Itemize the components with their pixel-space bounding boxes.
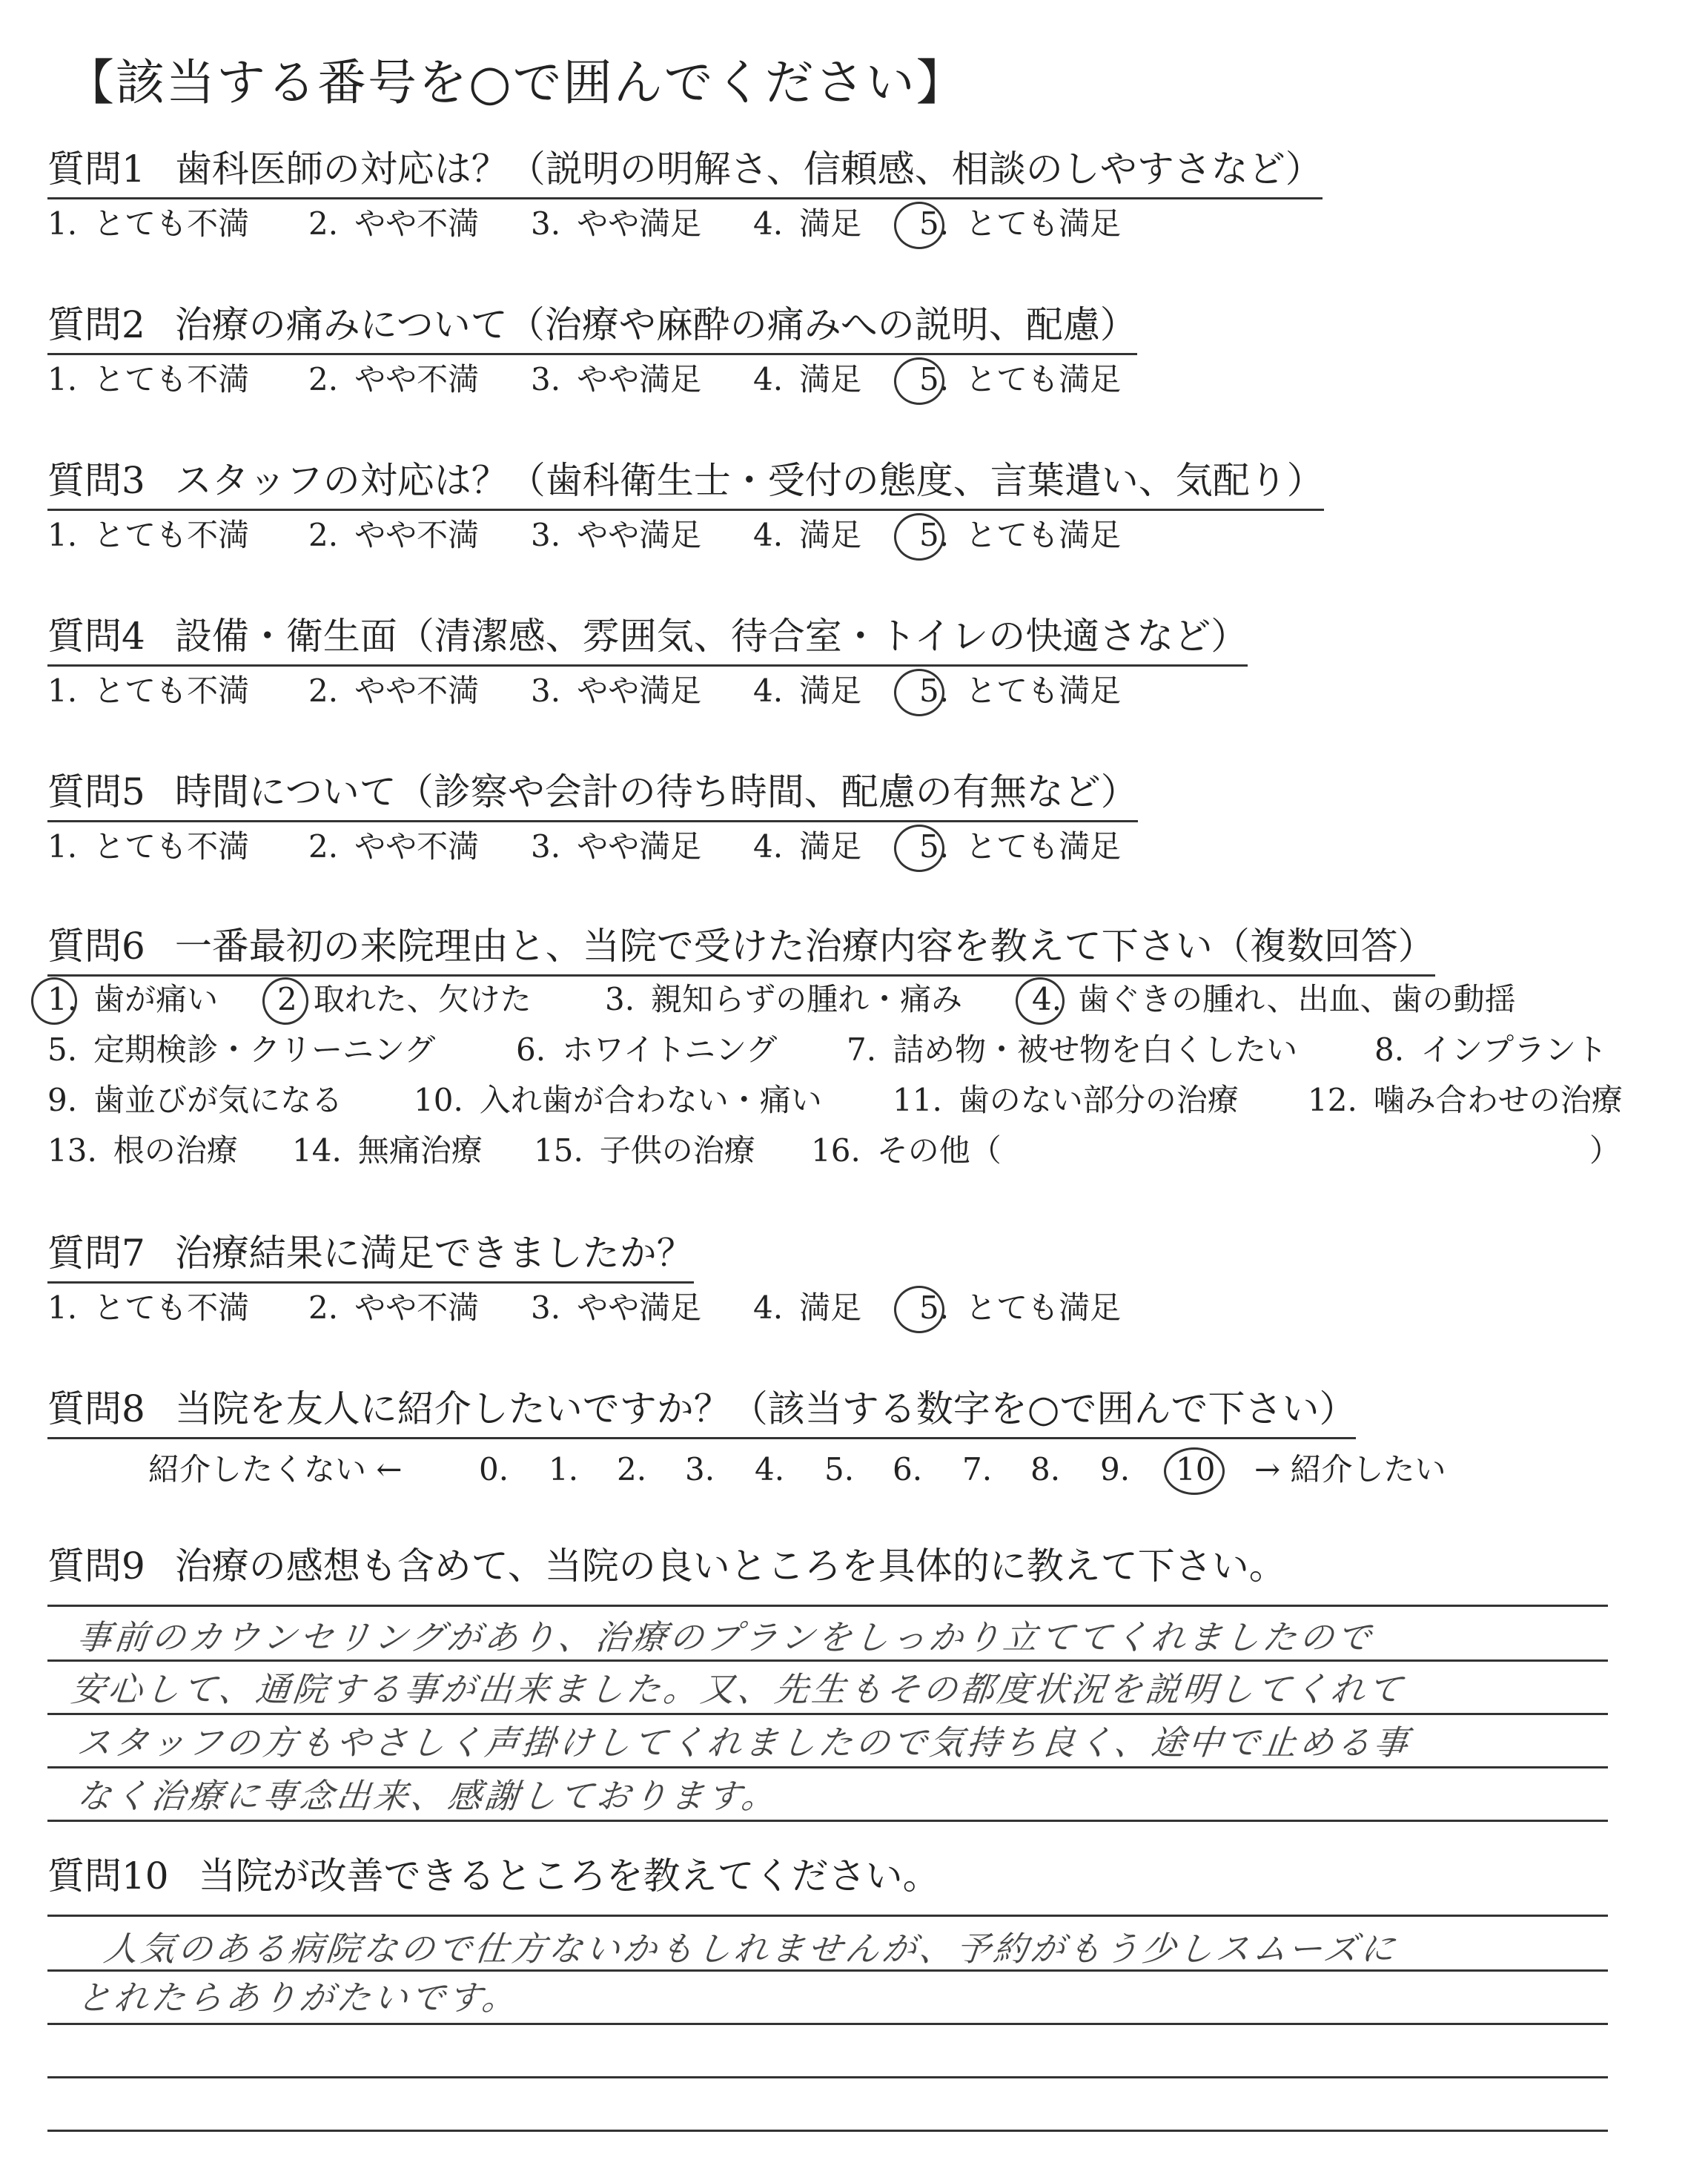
question-4-title: [47, 612, 1248, 667]
answer-line: [47, 1605, 1608, 1607]
option-3[interactable]: 3. やや満足: [531, 205, 702, 242]
q9-answer-line-3: スタッフの方もやさしく声掛けしてくれましたので気持ち良く、途中で止める事: [75, 1723, 1413, 1763]
answer-line: [47, 1766, 1608, 1768]
option-3[interactable]: 3. やや満足: [531, 361, 702, 397]
question-label: 質問7: [47, 1232, 145, 1275]
option-5[interactable]: 5. とても満足: [919, 361, 1122, 397]
option-2[interactable]: 2. やや不満: [308, 828, 480, 865]
q6-option-8[interactable]: 8. インプラント: [1374, 1031, 1608, 1068]
question-label: 質問6: [47, 925, 145, 968]
option-4[interactable]: 4. 満足: [753, 828, 862, 865]
q9-answer-line-2: 安心して、通院する事が出来ました。又、先生もその都度状況を説明してくれて: [69, 1669, 1407, 1709]
answer-line: [47, 1915, 1608, 1917]
question-2-title: [47, 301, 1137, 355]
question-label: 質問4: [47, 615, 145, 658]
scale-8[interactable]: 8.: [1030, 1451, 1061, 1487]
question-text: スタッフの対応は？（歯科衛生士・受付の態度、言葉遣い、気配り）: [174, 459, 1324, 502]
question-8-title: [47, 1385, 1356, 1439]
option-1[interactable]: 1. とても不満: [47, 1289, 250, 1326]
scale-9[interactable]: 9.: [1100, 1451, 1131, 1487]
option-2[interactable]: 2. やや不満: [308, 361, 480, 397]
question-label: 質問8: [47, 1387, 145, 1430]
scale-right-label: → 紹介したい: [1254, 1451, 1446, 1487]
option-2[interactable]: 2. やや不満: [308, 517, 480, 553]
answer-line: [47, 1969, 1608, 1972]
question-label: 質問10: [47, 1855, 169, 1898]
q6-option-11[interactable]: 11. 歯のない部分の治療: [893, 1082, 1239, 1118]
q6-option-3[interactable]: 3. 親知らずの腫れ・痛み: [605, 981, 963, 1017]
question-text: 一番最初の来院理由と、当院で受けた治療内容を教えて下さい（複数回答）: [174, 925, 1435, 968]
scale-5[interactable]: 5.: [824, 1451, 855, 1487]
option-3[interactable]: 3. やや満足: [531, 1289, 702, 1326]
question-7-title: [47, 1229, 694, 1284]
scale-4[interactable]: 4.: [755, 1451, 785, 1487]
option-5[interactable]: 5. とても満足: [919, 1289, 1122, 1326]
question-label: 質問2: [47, 303, 145, 346]
answer-line: [47, 1659, 1608, 1662]
option-1[interactable]: 1. とても不満: [47, 361, 250, 397]
q6-option-16[interactable]: 16. その他（: [811, 1132, 1002, 1169]
question-text: 治療の痛みについて（治療や麻酔の痛みへの説明、配慮）: [174, 303, 1137, 346]
option-4[interactable]: 4. 満足: [753, 673, 862, 709]
option-3[interactable]: 3. やや満足: [531, 673, 702, 709]
q6-option-13[interactable]: 13. 根の治療: [47, 1132, 238, 1169]
question-1-title: [47, 145, 1323, 199]
option-3[interactable]: 3. やや満足: [531, 828, 702, 865]
answer-line: [47, 1820, 1608, 1822]
scale-2[interactable]: 2.: [617, 1451, 647, 1487]
scale-0[interactable]: 0.: [479, 1451, 509, 1487]
q6-option-1[interactable]: 1. 歯が痛い: [47, 981, 219, 1017]
question-text: 治療結果に満足できましたか？: [174, 1232, 694, 1275]
q9-answer-line-4: なく治療に専念出来、感謝しております。: [75, 1776, 781, 1816]
question-label: 質問3: [47, 459, 145, 502]
q10-answer-line-1: 人気のある病院なので仕方ないかもしれませんが、予約がもう少しスムーズに: [102, 1929, 1400, 1969]
answer-line: [47, 2076, 1608, 2078]
question-label: 質問1: [47, 148, 145, 191]
answer-line: [47, 2130, 1608, 2132]
q6-option-4[interactable]: 4. 歯ぐきの腫れ、出血、歯の動揺: [1032, 981, 1516, 1017]
q9-answer-line-1: 事前のカウンセリングがあり、治療のプランをしっかり立ててくれましたので: [75, 1617, 1376, 1657]
option-4[interactable]: 4. 満足: [753, 361, 862, 397]
question-10-title: [47, 1852, 940, 1904]
q6-option-14[interactable]: 14. 無痛治療: [292, 1132, 483, 1169]
q6-option-2[interactable]: 2 取れた、欠けた: [277, 981, 532, 1017]
q6-other-close-paren: ）: [1589, 1132, 1621, 1169]
option-2[interactable]: 2. やや不満: [308, 673, 480, 709]
option-5[interactable]: 5. とても満足: [919, 517, 1122, 553]
option-3[interactable]: 3. やや満足: [531, 517, 702, 553]
answer-line: [47, 1713, 1608, 1715]
option-5[interactable]: 5. とても満足: [919, 205, 1122, 242]
q6-option-7[interactable]: 7. 詰め物・被せ物を白くしたい: [847, 1031, 1298, 1068]
scale-10[interactable]: 10: [1176, 1451, 1216, 1487]
question-label: 質問5: [47, 770, 145, 813]
q6-option-9[interactable]: 9. 歯並びが気になる: [47, 1082, 343, 1118]
question-text: 歯科医師の対応は？（説明の明解さ、信頼感、相談のしやすさなど）: [174, 148, 1323, 191]
option-4[interactable]: 4. 満足: [753, 205, 862, 242]
option-5[interactable]: 5. とても満足: [919, 828, 1122, 865]
scale-3[interactable]: 3.: [685, 1451, 715, 1487]
q6-option-5[interactable]: 5. 定期検診・クリーニング: [47, 1031, 436, 1068]
question-5-title: [47, 768, 1138, 822]
question-text: 治療の感想も含めて、当院の良いところを具体的に教えて下さい。: [174, 1545, 1286, 1588]
option-1[interactable]: 1. とても不満: [47, 673, 250, 709]
question-label: 質問9: [47, 1545, 145, 1588]
question-3-title: [47, 457, 1324, 511]
option-1[interactable]: 1. とても不満: [47, 517, 250, 553]
question-6-title: [47, 922, 1435, 977]
option-1[interactable]: 1. とても不満: [47, 828, 250, 865]
scale-7[interactable]: 7.: [962, 1451, 993, 1487]
option-4[interactable]: 4. 満足: [753, 517, 862, 553]
answer-line: [47, 2023, 1608, 2025]
question-text: 時間について（診察や会計の待ち時間、配慮の有無など）: [174, 770, 1138, 813]
question-9-title: [47, 1542, 1286, 1594]
q6-option-6[interactable]: 6. ホワイトニング: [516, 1031, 778, 1068]
question-text: 当院を友人に紹介したいですか？（該当する数字を○で囲んで下さい）: [174, 1387, 1357, 1430]
option-5[interactable]: 5. とても満足: [919, 673, 1122, 709]
option-2[interactable]: 2. やや不満: [308, 1289, 480, 1326]
scale-6[interactable]: 6.: [893, 1451, 923, 1487]
option-2[interactable]: 2. やや不満: [308, 205, 480, 242]
question-text: 設備・衛生面（清潔感、雰囲気、待合室・トイレの快適さなど）: [174, 615, 1248, 658]
q6-option-10[interactable]: 10. 入れ歯が合わない・痛い: [414, 1082, 822, 1118]
page-title: 【該当する番号を○で囲んでください】: [65, 54, 967, 111]
scale-left-label: 紹介したくない ←: [148, 1451, 403, 1487]
q10-answer-line-2: とれたらありがたいです。: [75, 1978, 522, 2018]
question-text: 当院が改善できるところを教えてください。: [198, 1855, 940, 1898]
q6-option-12[interactable]: 12. 噛み合わせの治療: [1308, 1082, 1623, 1118]
scale-1[interactable]: 1.: [549, 1451, 579, 1487]
option-4[interactable]: 4. 満足: [753, 1289, 862, 1326]
option-1[interactable]: 1. とても不満: [47, 205, 250, 242]
q6-option-15[interactable]: 15. 子供の治療: [534, 1132, 755, 1169]
